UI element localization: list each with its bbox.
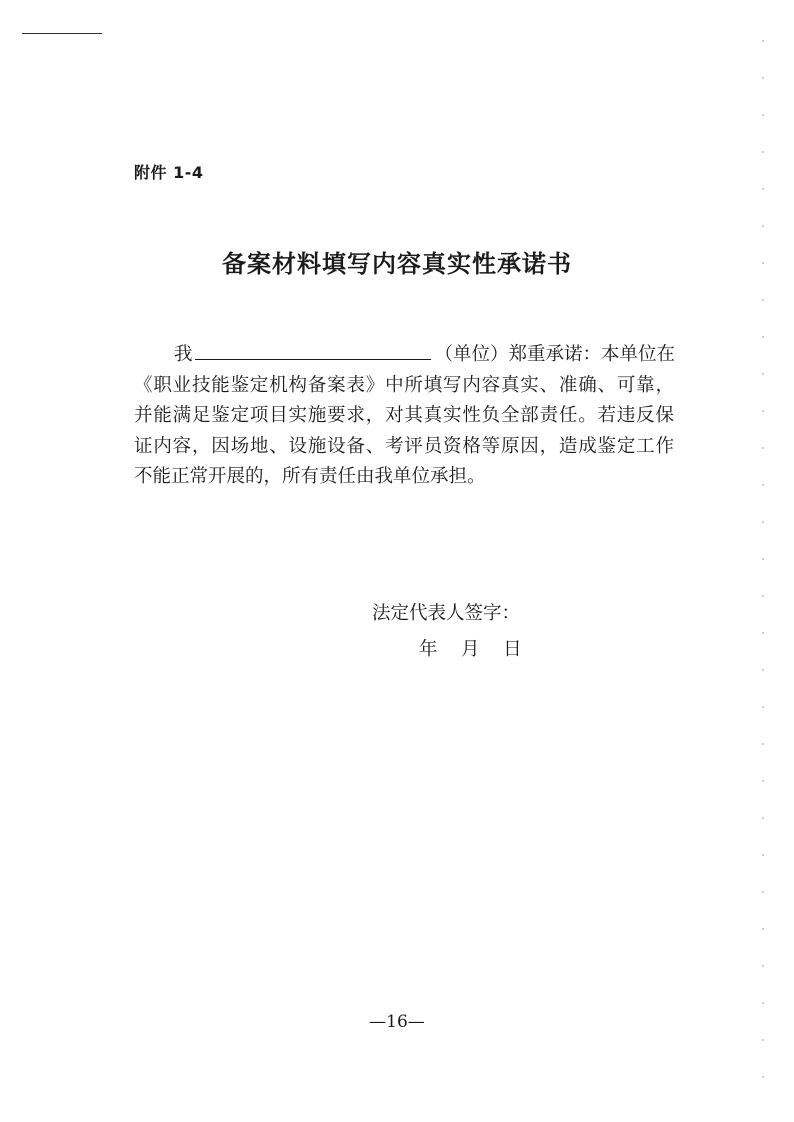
scan-edge-marks (762, 40, 764, 1100)
commitment-body (134, 340, 674, 493)
body-line-4: 证内容，因场地、设施设备、考评员资格等原因，造成鉴定工作 (134, 435, 674, 457)
header-rule (22, 33, 102, 34)
date-line (419, 635, 522, 661)
body-line-5: 不能正常开展的，所有责任由我单位承担。 (134, 466, 486, 487)
date-month: 月 (461, 639, 480, 660)
body-line-2: 《职业技能鉴定机构备案表》中所填写内容真实、准确、可靠， (134, 374, 674, 396)
body-line-1-suffix: （单位）郑重承诺：本单位在 (434, 344, 676, 365)
document-title: 备案材料填写内容真实性承诺书 (222, 249, 572, 278)
attachment-label: 附件 1-4 (134, 163, 204, 182)
date-year: 年 (419, 639, 438, 660)
date-day: 日 (503, 639, 522, 660)
body-line-1 (134, 340, 674, 371)
signature-label: 法定代表人签字： (372, 603, 521, 624)
page-number: —16— (369, 1012, 425, 1032)
body-line-1-prefix: 我 (174, 344, 193, 365)
body-line-3: 并能满足鉴定项目实施要求，对其真实性负全部责任。若违反保 (134, 405, 674, 426)
unit-name-blank (195, 341, 431, 360)
